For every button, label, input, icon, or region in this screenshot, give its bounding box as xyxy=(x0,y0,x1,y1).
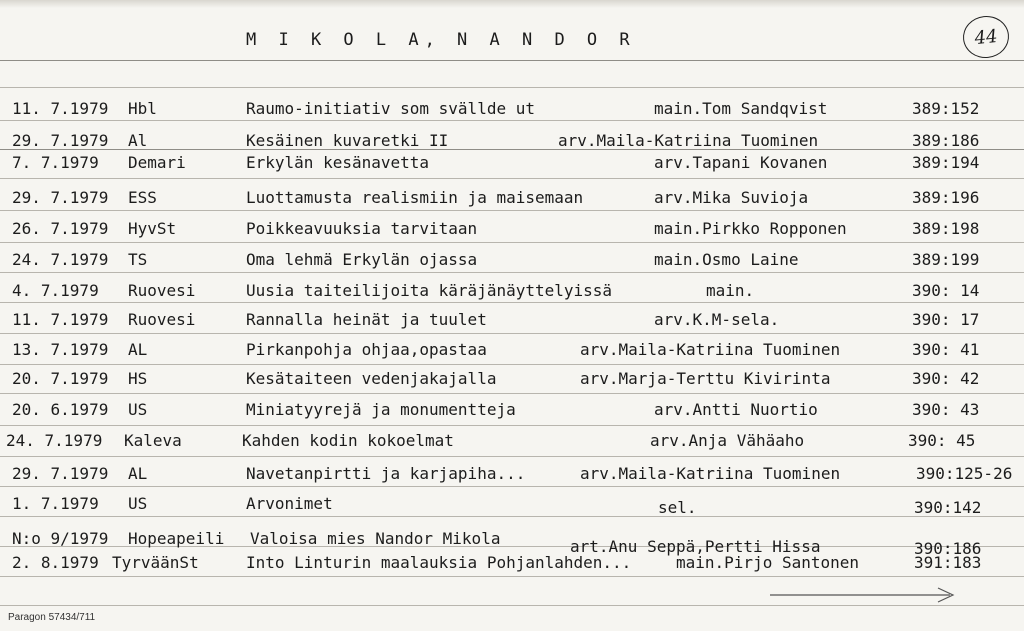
entry-publication: TS xyxy=(128,250,148,269)
entry-author: main.Osmo Laine xyxy=(654,250,799,269)
ruled-line xyxy=(0,60,1024,61)
bibliography-entry xyxy=(0,399,1024,421)
card-footer-printmark: Paragon 57434/711 xyxy=(8,612,96,623)
entry-reference: 389:196 xyxy=(912,188,980,207)
entry-date: 24. 7.1979 xyxy=(6,431,103,450)
entry-title: Kesäinen kuvaretki II xyxy=(246,131,449,150)
bibliography-entry xyxy=(0,528,1024,558)
entry-date: N:o 9/1979 xyxy=(12,529,109,548)
entry-reference: 390: 43 xyxy=(912,400,980,419)
entry-title: Into Linturin maalauksia Pohjanlahden... xyxy=(246,553,632,572)
ruled-line xyxy=(0,120,1024,121)
entry-reference: 390: 42 xyxy=(912,369,980,388)
ruled-line xyxy=(0,272,1024,273)
entry-author: arv.Mika Suvioja xyxy=(654,188,809,207)
entry-reference: 390: 17 xyxy=(912,310,980,329)
bibliography-entry xyxy=(0,368,1024,390)
bibliography-entry xyxy=(0,187,1024,209)
entry-author: main.Pirkko Ropponen xyxy=(654,219,847,238)
bibliography-entry xyxy=(0,339,1024,361)
entry-title: Uusia taiteilijoita käräjänäyttelyissä xyxy=(246,281,613,300)
entry-publication: ESS xyxy=(128,188,157,207)
entry-reference: 389:186 xyxy=(912,131,980,150)
entry-publication: AL xyxy=(128,464,148,483)
bibliography-entry xyxy=(0,493,1024,515)
entry-author: art.Anu Seppä,Pertti Hissa xyxy=(570,537,821,556)
ruled-line xyxy=(0,302,1024,303)
entry-date: 11. 7.1979 xyxy=(12,310,109,329)
bibliography-entry xyxy=(0,280,1024,302)
bibliography-entry xyxy=(0,552,1024,574)
entry-reference: 390: 41 xyxy=(912,340,980,359)
entry-publication: Hbl xyxy=(128,99,157,118)
entry-title: Navetanpirtti ja karjapiha... xyxy=(246,464,526,483)
entry-reference: 389:199 xyxy=(912,250,980,269)
entry-reference: 390: 45 xyxy=(908,431,976,450)
entry-author: arv.Maila-Katriina Tuominen xyxy=(580,340,841,359)
bibliography-entry xyxy=(0,309,1024,331)
entry-date: 13. 7.1979 xyxy=(12,340,109,359)
ruled-line xyxy=(0,456,1024,457)
ruled-line xyxy=(0,242,1024,243)
card-number-circle xyxy=(961,14,1011,61)
bibliography-entry xyxy=(0,463,1024,485)
entry-author: sel. xyxy=(658,498,697,517)
entry-reference: 389:194 xyxy=(912,153,980,172)
entry-reference: 390:125-26 xyxy=(916,464,1013,483)
entry-date: 1. 7.1979 xyxy=(12,494,99,513)
entry-date: 4. 7.1979 xyxy=(12,281,99,300)
entry-author: arv.Antti Nuortio xyxy=(654,400,818,419)
entry-publication: HS xyxy=(128,369,148,388)
bibliography-entry xyxy=(0,130,1024,152)
entry-publication: HyvSt xyxy=(128,219,177,238)
entry-reference: 390:142 xyxy=(914,498,982,517)
entry-publication: Al xyxy=(128,131,148,150)
entry-title: Kesätaiteen vedenjakajalla xyxy=(246,369,497,388)
entry-title: Miniatyyrejä ja monumentteja xyxy=(246,400,516,419)
ruled-line xyxy=(0,425,1024,426)
entry-date: 11. 7.1979 xyxy=(12,99,109,118)
entry-date: 24. 7.1979 xyxy=(12,250,109,269)
entry-date: 20. 7.1979 xyxy=(12,369,109,388)
entry-publication: Hopeapeili xyxy=(128,529,225,548)
entry-title: Valoisa mies Nandor Mikola xyxy=(250,529,501,548)
continuation-arrow-icon xyxy=(770,586,960,606)
entry-title: Erkylän kesänavetta xyxy=(246,153,430,172)
bibliography-entry xyxy=(0,152,1024,174)
entry-publication: US xyxy=(128,400,148,419)
entry-publication: Ruovesi xyxy=(128,281,196,300)
entry-reference: 391:183 xyxy=(914,553,982,572)
entry-title: Pirkanpohja ohjaa,opastaa xyxy=(246,340,487,359)
entry-date: 26. 7.1979 xyxy=(12,219,109,238)
entry-author: arv.K.M-sela. xyxy=(654,310,780,329)
entry-publication: Ruovesi xyxy=(128,310,196,329)
entry-publication: AL xyxy=(128,340,148,359)
entry-title: Oma lehmä Erkylän ojassa xyxy=(246,250,478,269)
ruled-line xyxy=(0,486,1024,487)
ruled-line xyxy=(0,393,1024,394)
entry-publication: US xyxy=(128,494,148,513)
entry-title: Rannalla heinät ja tuulet xyxy=(246,310,487,329)
entry-reference: 390: 14 xyxy=(912,281,980,300)
entry-author: main.Pirjo Santonen xyxy=(676,553,860,572)
bibliography-entry xyxy=(0,218,1024,240)
entry-title: Poikkeavuuksia tarvitaan xyxy=(246,219,478,238)
ruled-line xyxy=(0,516,1024,517)
entry-author: main. xyxy=(706,281,755,300)
bibliography-entry xyxy=(0,249,1024,271)
entry-author: arv.Maila-Katriina Tuominen xyxy=(558,131,819,150)
entry-author: arv.Maila-Katriina Tuominen xyxy=(580,464,841,483)
entry-reference: 389:152 xyxy=(912,99,980,118)
entry-title: Kahden kodin kokoelmat xyxy=(242,431,454,450)
ruled-line xyxy=(0,210,1024,211)
card-number: 44 xyxy=(973,25,999,49)
entry-reference: 389:198 xyxy=(912,219,980,238)
entry-publication: Demari xyxy=(128,153,186,172)
ruled-line xyxy=(0,87,1024,88)
entry-date: 29. 7.1979 xyxy=(12,464,109,483)
entry-title: Arvonimet xyxy=(246,494,333,513)
entry-author: arv.Anja Vähäaho xyxy=(650,431,805,450)
entry-title: Raumo-initiativ som svällde ut xyxy=(246,99,535,118)
entry-author: arv.Tapani Kovanen xyxy=(654,153,828,172)
ruled-line xyxy=(0,364,1024,365)
entry-author: arv.Marja-Terttu Kivirinta xyxy=(580,369,831,388)
entry-date: 7. 7.1979 xyxy=(12,153,99,172)
entry-publication: TyrväänSt xyxy=(112,553,199,572)
entry-date: 29. 7.1979 xyxy=(12,188,109,207)
bibliography-entry xyxy=(0,98,1024,120)
ruled-line xyxy=(0,576,1024,577)
ruled-line xyxy=(0,333,1024,334)
entry-date: 20. 6.1979 xyxy=(12,400,109,419)
card-top-edge xyxy=(0,0,1024,8)
card-title: M I K O L A, N A N D O R xyxy=(246,30,636,50)
ruled-line xyxy=(0,178,1024,179)
bibliography-entry xyxy=(0,430,1024,452)
entry-date: 2. 8.1979 xyxy=(12,553,99,572)
entry-author: main.Tom Sandqvist xyxy=(654,99,828,118)
entry-title: Luottamusta realismiin ja maisemaan xyxy=(246,188,584,207)
entry-date: 29. 7.1979 xyxy=(12,131,109,150)
entry-reference: 390:186 xyxy=(914,539,982,558)
entry-publication: Kaleva xyxy=(124,431,182,450)
